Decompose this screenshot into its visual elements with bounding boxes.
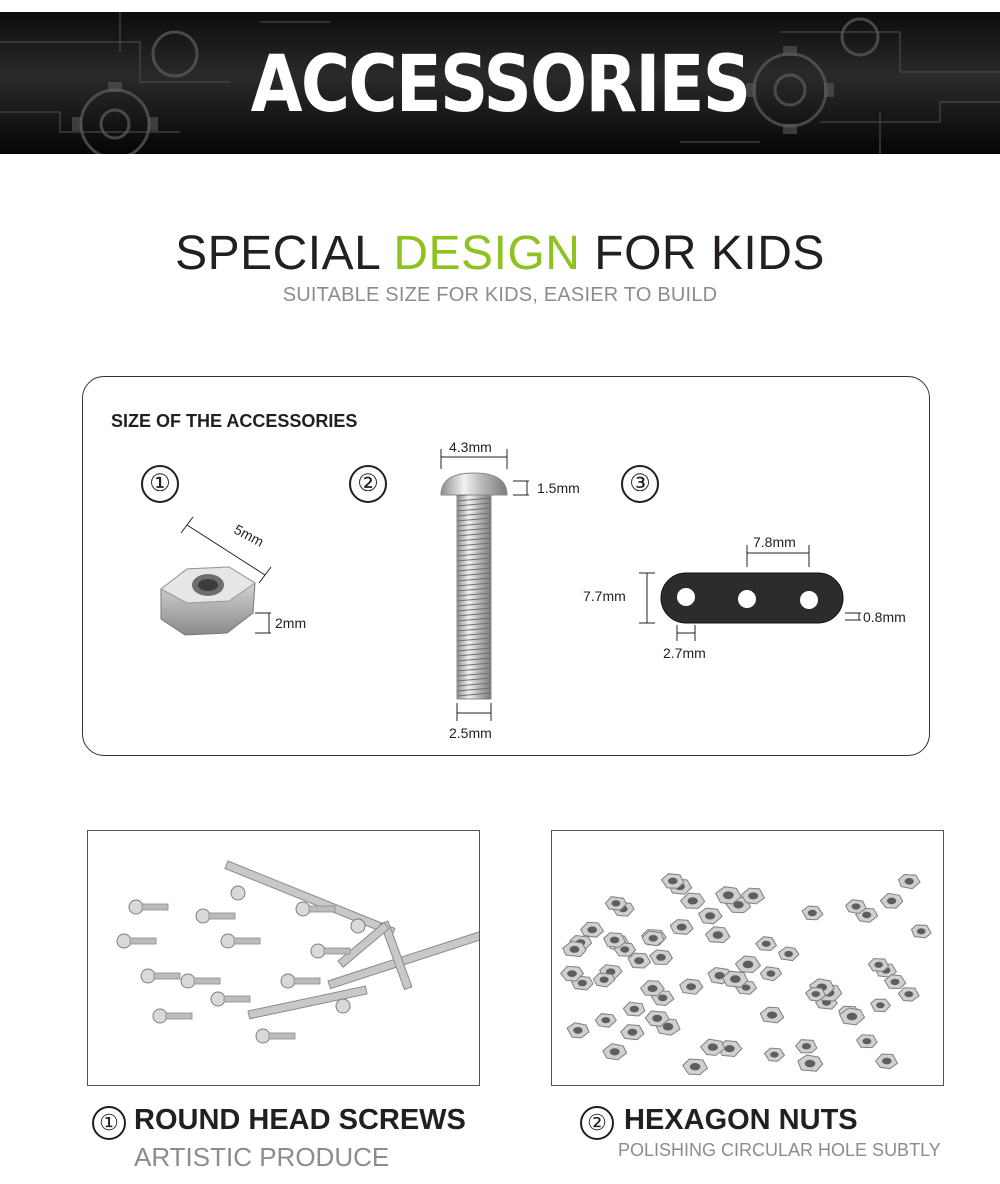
screws-photo-icon [88,831,480,1086]
nut-hole [847,1013,858,1021]
nut-hole [578,980,587,987]
headline-part1: SPECIAL [175,227,394,280]
size-panel [82,376,930,756]
nut-hole [743,961,754,969]
nut-hole [770,1052,778,1058]
nut-hole [705,912,715,919]
strip-thickness-label: 0.8mm [863,609,906,625]
nut-hole [601,1017,610,1023]
nut-hole [874,962,883,968]
nuts-photo-icon [552,831,944,1086]
nut-hole [784,951,793,957]
product-subtitle-2: POLISHING CIRCULAR HOLE SUBTLY [618,1140,941,1160]
item-number-1: ① [141,465,179,503]
nut-width-label: 5mm [231,521,267,550]
product-title-2: HEXAGON NUTS [624,1104,858,1136]
nut-height-label: 2mm [275,615,307,631]
headline-accent: DESIGN [393,227,581,280]
nut-hole [808,910,817,916]
banner-title: ACCESSORIES [250,40,750,130]
nuts-photo [551,830,944,1086]
nut-hole [634,957,644,964]
panel-title: SIZE OF THE ACCESSORIES [111,411,358,431]
nut-hole [587,926,597,933]
nut-hole [567,970,577,977]
screw-head-width-label: 4.3mm [449,439,492,455]
strip-drawing [639,545,861,641]
nut-hole [887,898,896,905]
screws-photo [87,830,480,1086]
nut-hole [573,1027,582,1034]
screw-shaft-width-label: 2.5mm [449,725,492,741]
nut-hole [663,1023,674,1031]
screw-drawing [441,449,529,721]
product-number-2: ② [580,1106,614,1140]
nut-hole [891,979,900,985]
nut-hole [630,1006,639,1013]
nut-hole [708,1043,718,1050]
nut-hole [767,1012,777,1019]
headline-part2: FOR KIDS [580,227,825,280]
nut-hole [767,970,776,976]
nut-hole [882,1058,891,1065]
nut-hole [876,1002,884,1008]
accessories-banner [0,12,1000,154]
strip-hole-spacing-label: 7.8mm [753,534,796,550]
nut-hole [904,991,913,997]
nut-hole [570,946,580,953]
nut-hole [723,891,734,899]
nut-hole [725,1045,735,1052]
item-number-3: ③ [621,465,659,503]
nut-hole [802,1043,811,1049]
nut-hole [905,878,914,885]
nut-hole [917,928,926,934]
strip-width-label: 7.7mm [583,588,626,604]
nut-hole [713,931,723,938]
nut-hole [805,1060,816,1068]
nut-hole [730,975,741,983]
nut-hole [677,924,687,931]
nut-hole [762,941,771,947]
nut-hole [600,977,609,983]
nut-hole [612,900,621,906]
strip-hole-diameter-label: 2.7mm [663,645,706,661]
nut-hole [690,1063,700,1070]
nut-hole [652,1015,662,1022]
item-number-2: ② [349,465,387,503]
nut-hole [812,991,821,997]
nut-hole [649,935,658,942]
nut-hole [748,892,758,899]
screw-head-height-label: 1.5mm [537,480,580,496]
nut-hole [852,903,861,909]
subline: SUITABLE SIZE FOR KIDS, EASIER TO BUILD [282,284,718,306]
nut-hole [863,1038,872,1044]
nut-hole [610,937,619,944]
product-title-1: ROUND HEAD SCREWS [134,1104,466,1136]
nut-hole [658,995,667,1002]
nut-hole [668,878,678,885]
nut-hole [688,897,698,904]
headline [0,226,1000,282]
nut-hole [862,912,871,919]
nut-hole [686,983,696,990]
product-number-1: ① [92,1106,126,1140]
nut-hole [628,1029,638,1036]
nut-hole [620,946,629,952]
nut-hole [610,1048,620,1055]
nut-hole [656,954,666,961]
accessory-drawings [83,377,931,757]
product-subtitle-1: ARTISTIC PRODUCE [134,1142,390,1172]
nut-hole [648,985,658,992]
